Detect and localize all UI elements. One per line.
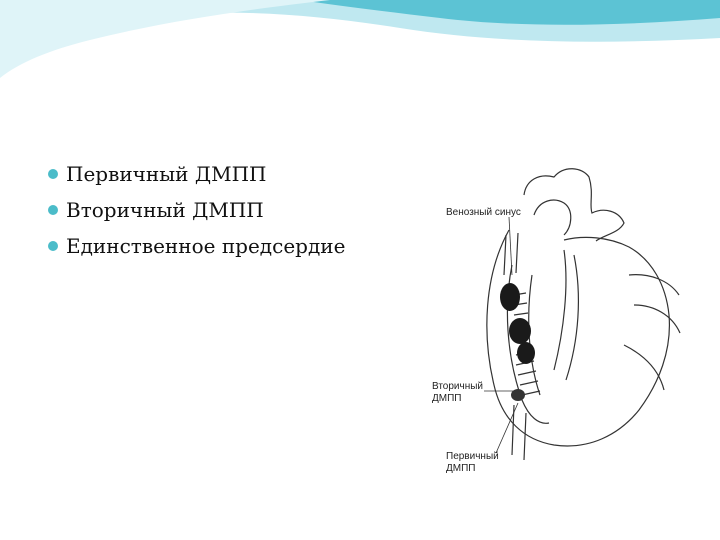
bullet-dot-icon xyxy=(48,241,58,251)
bullet-dot-icon xyxy=(48,169,58,179)
bullet-item-single-atrium xyxy=(48,228,345,264)
label-venous-sinus: Венозный синус xyxy=(446,207,521,218)
bullet-item-secondary-asd xyxy=(48,192,345,228)
heart-illustration xyxy=(414,155,694,490)
heart-drawing xyxy=(414,155,694,490)
header-wave-decoration xyxy=(0,0,720,90)
bullet-label: Единственное предсердие xyxy=(66,234,346,258)
bullet-item-primary-asd xyxy=(48,156,345,192)
bullet-dot-icon xyxy=(48,205,58,215)
label-primary-asd: Первичный ДМПП xyxy=(446,451,499,474)
bullet-list xyxy=(48,156,345,264)
bullet-label: Вторичный ДМПП xyxy=(66,198,264,222)
label-secondary-asd: Вторичный ДМПП xyxy=(432,381,484,404)
bullet-label: Первичный ДМПП xyxy=(66,162,267,186)
